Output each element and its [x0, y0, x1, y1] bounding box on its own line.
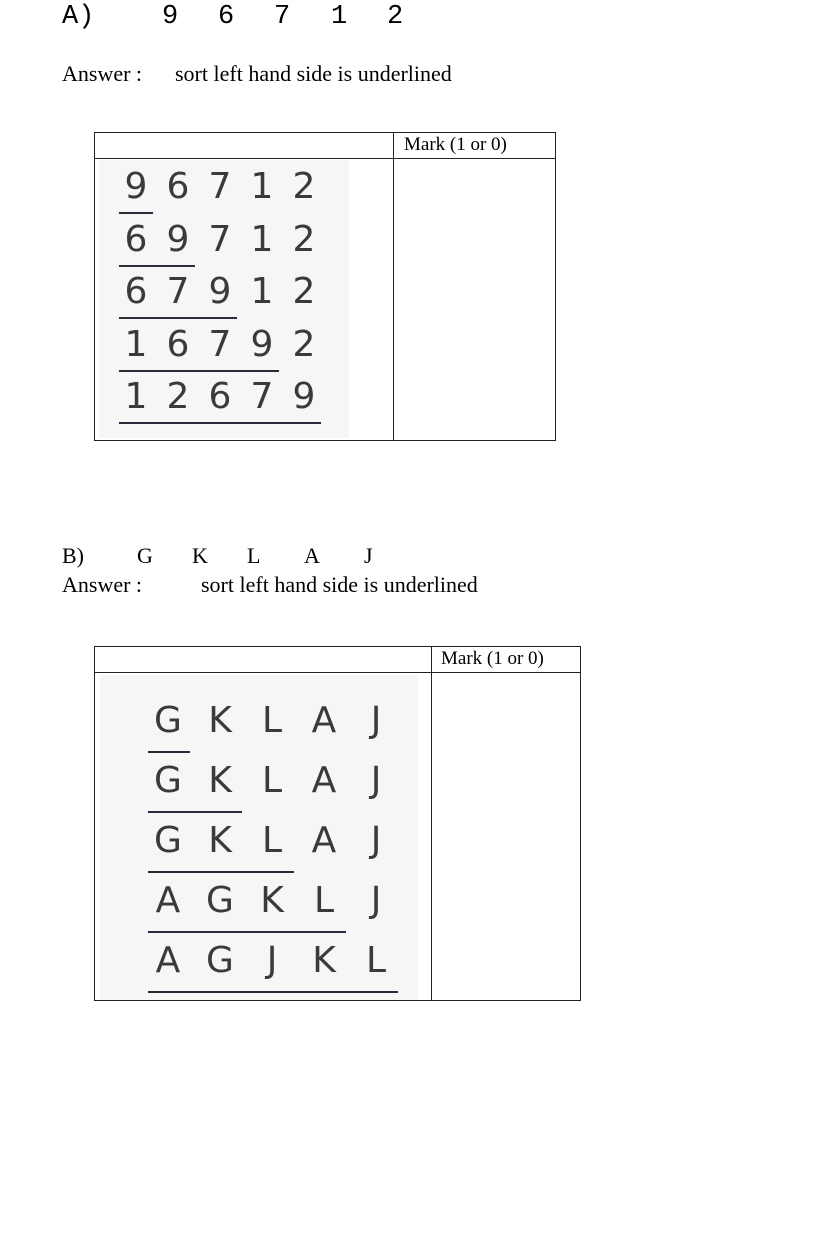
mark-cell[interactable] — [432, 673, 581, 1001]
sort-step-token: A — [155, 940, 181, 981]
sort-step-row — [115, 271, 325, 325]
sort-steps — [100, 675, 418, 1000]
sort-step-token: G — [154, 820, 182, 861]
sort-step-row — [142, 760, 402, 820]
question-a-label: A) — [62, 2, 95, 32]
mark-column-header: Mark (1 or 0) — [404, 134, 507, 155]
sort-steps-image — [100, 675, 418, 1000]
sort-step-token: A — [155, 880, 181, 921]
sort-step-token: J — [370, 820, 382, 861]
sort-step-token: G — [206, 940, 234, 981]
sort-step-token: K — [208, 760, 232, 801]
sorted-portion-underline — [148, 931, 346, 933]
sort-step-token: K — [260, 880, 284, 921]
sort-step-token: 6 — [208, 376, 232, 417]
question-b-label: B) — [62, 543, 84, 568]
question-a-value: 6 — [218, 2, 235, 32]
sort-step-token: 9 — [166, 218, 190, 260]
sort-step-token: 6 — [166, 166, 190, 207]
sort-step-token: J — [370, 880, 382, 921]
sort-step-token: 2 — [166, 376, 190, 417]
sort-step-token: 2 — [292, 271, 316, 312]
sort-step-token: 1 — [124, 376, 148, 417]
sort-step-row — [115, 324, 325, 378]
sort-step-row — [142, 700, 402, 760]
sorted-portion-underline — [148, 991, 398, 993]
question-a-answer-label: Answer : — [62, 61, 143, 86]
sorted-portion-underline — [148, 751, 190, 753]
sort-step-token: K — [312, 940, 336, 981]
question-b-answer-text: sort left hand side is underlined — [201, 572, 478, 597]
question-a-value: 7 — [274, 2, 291, 32]
sort-step-token: J — [266, 940, 278, 981]
question-b-value: G — [137, 543, 153, 568]
mark-column-header: Mark (1 or 0) — [441, 648, 544, 669]
sort-step-token: A — [311, 700, 337, 741]
sort-step-token: 6 — [166, 323, 190, 365]
sort-step-token: L — [261, 700, 283, 741]
sort-step-token: J — [370, 760, 382, 801]
sort-step-row — [115, 166, 325, 220]
sort-step-token: A — [311, 820, 337, 861]
sort-step-row — [142, 940, 402, 1000]
sort-steps-image — [99, 160, 349, 438]
question-a-value: 9 — [162, 2, 179, 32]
question-b-value: L — [247, 543, 261, 568]
sort-step-token: 2 — [292, 166, 316, 207]
sort-step-token: 9 — [292, 376, 316, 417]
sorted-portion-underline — [119, 370, 279, 372]
sort-step-token: G — [154, 760, 182, 801]
question-b-answer-label: Answer : — [62, 572, 143, 597]
sort-step-token: 2 — [292, 218, 316, 260]
sort-step-token: L — [313, 880, 335, 921]
sort-step-token: 7 — [250, 376, 274, 417]
sorted-portion-underline — [148, 871, 294, 873]
sort-step-token: 1 — [124, 323, 148, 365]
sort-step-row — [115, 219, 325, 273]
question-a-answer-text: sort left hand side is underlined — [175, 61, 452, 86]
sort-step-token: 7 — [208, 218, 232, 260]
question-a-table — [94, 132, 556, 441]
sort-step-token: K — [208, 700, 232, 741]
sort-step-row — [115, 376, 325, 430]
sort-step-token: 6 — [124, 271, 148, 312]
question-b-value: K — [192, 543, 208, 568]
sort-step-token: L — [261, 820, 283, 861]
sort-step-token: 1 — [250, 166, 274, 207]
question-b-value: J — [364, 543, 373, 568]
sort-step-token: 9 — [124, 166, 148, 207]
sort-step-token: 9 — [208, 271, 232, 312]
sort-step-token: G — [206, 880, 234, 921]
sort-step-row — [142, 820, 402, 880]
sort-step-token: 6 — [124, 218, 148, 260]
sort-step-token: 1 — [250, 218, 274, 260]
sort-step-row — [142, 880, 402, 940]
sorted-portion-underline — [119, 265, 195, 267]
sort-step-token: 2 — [292, 323, 316, 365]
sort-step-token: 9 — [250, 323, 274, 365]
sorted-portion-underline — [119, 212, 153, 214]
sort-step-token: 7 — [166, 271, 190, 312]
question-b-table — [94, 646, 581, 1001]
sorted-portion-underline — [119, 317, 237, 319]
sort-step-token: G — [154, 700, 182, 741]
sort-step-token: 1 — [250, 271, 274, 312]
question-b-value: A — [304, 543, 320, 568]
sorted-portion-underline — [148, 811, 242, 813]
mark-cell[interactable] — [394, 159, 556, 441]
sort-step-token: 7 — [208, 323, 232, 365]
question-a-value: 1 — [331, 2, 348, 32]
sorted-portion-underline — [119, 422, 321, 424]
sort-step-token: A — [311, 760, 337, 801]
sort-steps — [99, 160, 349, 438]
sort-step-token: J — [370, 700, 382, 741]
sort-step-token: L — [261, 760, 283, 801]
question-a-value: 2 — [387, 2, 404, 32]
sort-step-token: L — [365, 940, 387, 981]
sort-step-token: K — [208, 820, 232, 861]
sort-step-token: 7 — [208, 166, 232, 207]
